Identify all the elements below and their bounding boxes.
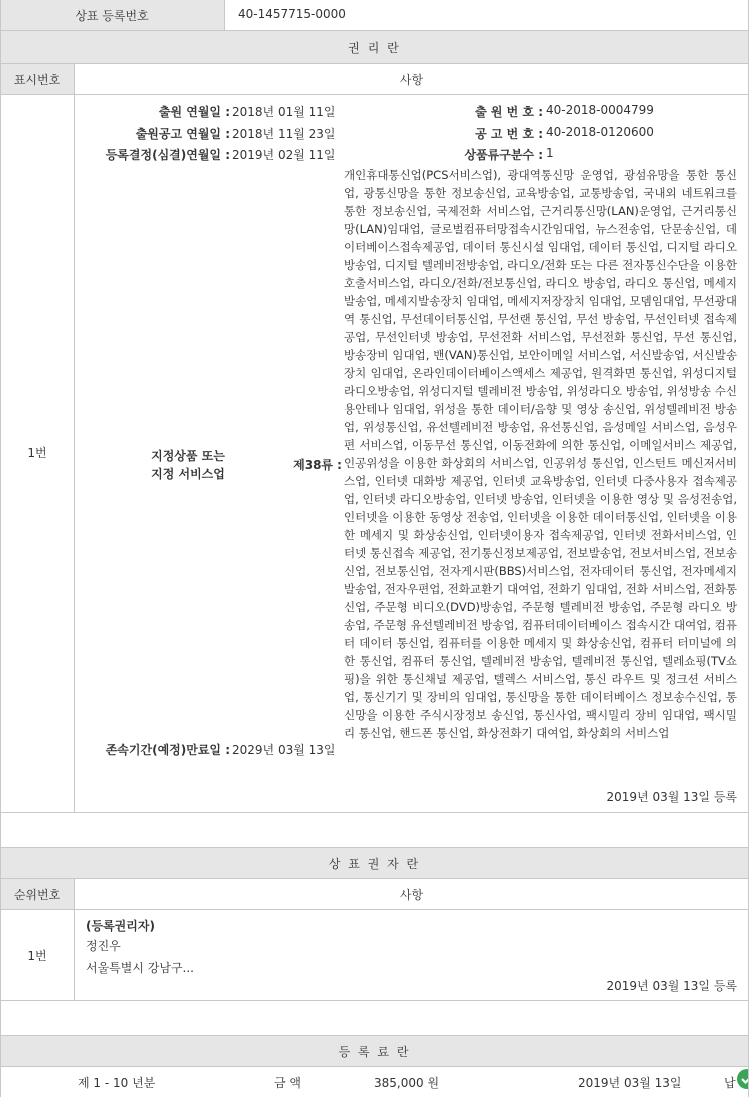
reg-no-label: 상표 등록번호 <box>75 9 149 23</box>
designated-label-1: 지정상품 또는 <box>151 449 225 463</box>
reg-decision-value: 2019년 02월 11일 <box>232 148 336 162</box>
pub-date-value: 2018년 11월 23일 <box>232 127 336 141</box>
pub-no-value: 40-2018-0120600 <box>546 125 654 139</box>
class-desc: 개인휴대통신업(PCS서비스업), 광대역통신망 운영업, 광섬유망을 통한 통신업, 광통신망을 통한 정보송신업, 교육방송업, 교통방송업, 국내외 네트워크를 통한 정보송신업, 국제전화 서비스업, 근거리통신망(LAN)운영업, 근거리통신망(LAN)임대업, 글로벌컴퓨터망접속시간임대업, 뉴스전송업, 단문송신업, 데이터베이스접속제공업, 데이터 통신시설 임대업, 데이터 통신업, 디지털 라디오방송업, 디지털 텔레비전방송업, 라디오/전화 또는 다른 전자통신수단을 이용한 호출서비스업, 라디오/전화/전보통신업, 라디오 방송업, 라디오 통신업, 메세지 발송업, 메세지발송장치 임대업, 메세지저장장치 임대업, 모뎀임대업, 무선광대역 통신업, 무선데이터통신업, 무선랜 통신업, 무선 방송업, 무선인터넷 접속제공업, 무선인터넷 방송업, 무선전화 서비스업, 무선전화 통신업, 무선 통신업, 방송장비 임대업, 밴(VAN)통신업, 보안이메일 서비스업, 서신발송업, 서신발송장치 임대업, 온라인데이터베이스액세스 제공업, 원격화면 통신업, 위성디지털 라디오방송업, 위성디지털 텔레비전 방송업, 위성라디오 방송업, 위성방송 수신용안테나 임대업, 위성을 통한 데이터/음향 및 영상 송신업, 위성텔레비전 방송업, 위성통신업, 유선텔레비전 방송업, 유선통신업, 음성메일 서비스업, 음성우편 서비스업, 이동무선 통신업, 이동전화에 의한 통신업, 이메일서비스 제공업, 인공위성을 이용한 화상회의 서비스업, 인공위성 통신업, 인스턴트 메신저서비스업, 인터넷 대화방 제공업, 인터넷 교육방송업, 인터넷 다중사용자 접속제공업, 인터넷 라디오방송업, 인터넷 방송업, 인터넷을 이용한 영상 및 음성전송업, 인터넷을 이용한 동영상 전송업, 인터넷을 이용한 데이터통신업, 인터넷을 이용한 메세지 및 화상송신업, 인터넷이용자 접속제공업, 인터넷 전화서비스업, 인터넷 통신접속 제공업, 전기통신정보제공업, 전보발송업, 전보서비스업, 전보송신업, 전보통신업, 전자게시판(BBS)서비스업, 전자데이터 통신업, 전자메세지 발송업, 전자우편업, 전화교환기 대여업, 전화기 임대업, 전화 서비스업, 전화통신업, 주문형 비디오(DVD)방송업, 주문형 텔레비전 방송업, 주문형 라디오 방송업, 주문형 유선텔레비전 방송업, 컴퓨터데이터베이스 접속시간 대여업, 컴퓨터 데이터 통신업, 컴퓨터를 이용한 메세지 및 화상송신업, 컴퓨터 터미널에 의한 통신업, 컴퓨터 통신업, 텔레비전 방송업, 텔레비전 통신업, 텔레쇼핑(TV쇼핑)을 위한 통신채널 제공업, 텔렉스 서비스업, 통신 라우트 및 정크션 서비스업, 통신기기 및 장비의 임대업, 통신망을 통한 데이터베이스 정보송수신업, 통신망을 이용한 주식시장정보 송신업, 통신사업, 팩시밀리 장비 임대업, 팩시밀리 통신업, 핸드폰 통신업, 화상전화기 대여업, 화상회의 서비스업 <box>344 168 737 740</box>
owner-type: (등록권리자) <box>86 919 155 933</box>
class-count-value: 1 <box>546 146 554 160</box>
rights-section-title: 권 리 란 <box>348 41 401 55</box>
fee-amount-label: 금 액 <box>274 1076 301 1090</box>
rights-col-no-header: 표시번호 <box>13 73 61 87</box>
app-no-label: 출 원 번 호 : <box>475 105 543 119</box>
owner-address: 서울특별시 강남구... <box>86 961 194 975</box>
fee-amount-value: 385,000 원 <box>374 1076 440 1090</box>
fee-section-title: 등 록 료 란 <box>338 1045 411 1059</box>
class-label: 제38류 : <box>293 458 342 472</box>
rights-registered-stamp: 2019년 03월 13일 등록 <box>606 790 737 804</box>
rights-row-no: 1번 <box>27 446 47 460</box>
fee-period: 제 1 - 10 년분 <box>78 1076 156 1090</box>
fee-paid-status: 납 <box>724 1076 736 1090</box>
owner-col-rank-header: 순위번호 <box>13 888 61 902</box>
expiry-label: 존속기간(예정)만료일 : <box>105 743 230 757</box>
app-date-label: 출원 연월일 : <box>158 105 230 119</box>
owner-name: 정진우 <box>86 939 121 953</box>
pub-date-label: 출원공고 연월일 : <box>135 127 230 141</box>
owner-section-title: 상 표 권 자 란 <box>328 857 421 871</box>
rights-col-matter-header: 사항 <box>399 73 424 87</box>
owner-registered-stamp: 2019년 03월 13일 등록 <box>606 979 737 993</box>
reg-decision-label: 등록결정(심결)연월일 : <box>105 148 230 162</box>
owner-col-matter-header: 사항 <box>399 888 424 902</box>
app-date-value: 2018년 01월 11일 <box>232 105 336 119</box>
owner-row-no: 1번 <box>27 949 47 963</box>
class-count-label: 상품류구분수 : <box>464 148 543 162</box>
app-no-value: 40-2018-0004799 <box>546 103 654 117</box>
designated-label-2: 지정 서비스업 <box>151 467 225 481</box>
fee-paid-date: 2019년 03월 13일 <box>578 1076 682 1090</box>
reg-no-value: 40-1457715-0000 <box>238 7 346 21</box>
expiry-value: 2029년 03월 13일 <box>232 743 336 757</box>
pub-no-label: 공 고 번 호 : <box>475 127 543 141</box>
